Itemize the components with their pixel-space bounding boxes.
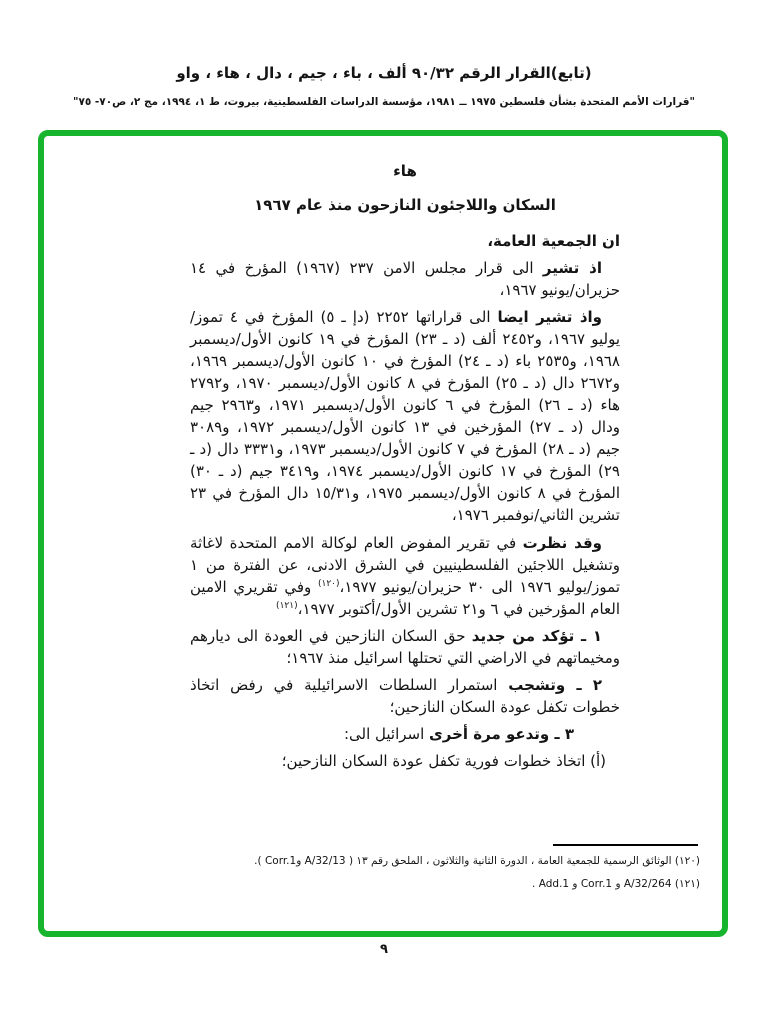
paragraph-lead: اذ تشير bbox=[542, 259, 602, 277]
paragraph-lead: واذ تشير ايضا bbox=[497, 308, 602, 326]
operative-paragraph-3 bbox=[190, 723, 620, 745]
footnote-ref-121: (١٢١) bbox=[276, 601, 298, 611]
paragraph-text: في تقرير المفوض العام لوكالة الامم المتحدة لاغاثة وتشغيل اللاجئين الفلسطينيين في الشرق الادنى، عن الفترة من ١ تموز/يوليو ١٩٧٦ الى ٣٠ حزيران/يونيو ١٩٧٧، bbox=[190, 534, 621, 596]
preambular-paragraph bbox=[190, 306, 620, 526]
item-text: اسرائيل الى: bbox=[343, 725, 430, 743]
item-number-and-lead: ٣ ـ وتدعو مرة أخرى bbox=[429, 725, 574, 743]
paragraph-lead: وقد نظرت bbox=[522, 534, 602, 552]
header-resolution-number: (تابع)القرار الرقم ٩٠/٣٢ ألف ، باء ، جيم ، دال ، هاء ، واو bbox=[176, 64, 592, 82]
item-text: استمرار السلطات الاسرائيلية في رفض اتخاذ خطوات تكفل عودة السكان النازحين؛ bbox=[190, 676, 620, 716]
paragraph-text: الى قرار مجلس الامن ٢٣٧ (١٩٦٧) المؤرخ في ١٤ حزيران/يونيو ١٩٦٧، bbox=[190, 259, 620, 299]
footnote-121: (١٢١) A/32/264 و Corr.1 و Add.1 . bbox=[532, 878, 700, 890]
header-source-citation: "قرارات الأمم المتحدة بشأن فلسطين ١٩٧٥ ــ ١٩٨١، مؤسسة الدراسات الفلسطينية، بيروت، ط ١، ١٩٩٤، مج ٢، ص٧٠- ٧٥" bbox=[72, 96, 696, 108]
preambular-paragraph bbox=[190, 532, 620, 620]
footnote-separator bbox=[553, 844, 698, 846]
resolution-body bbox=[190, 160, 620, 772]
paragraph-text: الى قراراتها ٢٢٥٢ (دإ ـ ٥) المؤرخ في ٤ تموز/يوليو ١٩٦٧، و٢٤٥٢ ألف (د ـ ٢٣) المؤرخ في ١٩ كانون الأول/ديسمبر ١٩٦٨، و٢٥٣٥ باء (د ـ ٢٤) المؤرخ في ١٠ كانون الأول/ديسمبر ١٩٦٩، و٢٦٧٢ دال (د ـ ٢٥) المؤرخ في ٨ كانون الأول/ديسمبر ١٩٧٠، و٢٧٩٢ هاء (د ـ ٢٦) المؤرخ في ٦ كانون الأول/ديسمبر ١٩٧١، و٢٩٦٣ جيم ودال (د ـ ٢٧) المؤرخين في ١٣ كانون الأول/ديسمبر ١٩٧٢، و٣٠٨٩ جيم (د ـ ٢٨) المؤرخ في ٧ كانون الأول/ديسمبر ١٩٧٣، و٣٣٣١ دال (د ـ ٢٩) المؤرخ في ١٧ كانون الأول/ديسمبر ١٩٧٤، و٣٤١٩ جيم (د ـ ٣٠) المؤرخ في ٨ كانون الأول/ديسمبر ١٩٧٥، و١٥/٣١ دال المؤرخ في ٢٣ تشرين الثاني/نوفمبر ١٩٧٦، bbox=[190, 308, 621, 524]
item-number-and-lead: ١ ـ تؤكد من جديد bbox=[471, 627, 602, 645]
operative-paragraph-2 bbox=[190, 674, 620, 718]
item-text: حق السكان النازحين في العودة الى ديارهم ومخيماتهم في الاراضي التي تحتلها اسرائيل منذ ١٩٦٧؛ bbox=[190, 627, 620, 667]
item-number-and-lead: ٢ ـ وتشجب bbox=[508, 676, 602, 694]
preamble-opening: ان الجمعية العامة، bbox=[487, 232, 620, 250]
preambular-paragraph bbox=[190, 257, 620, 301]
item-text: اتخاذ خطوات فورية تكفل عودة السكان النازحين؛ bbox=[281, 752, 586, 770]
footnote-ref-120: (١٢٠) bbox=[317, 579, 340, 589]
paragraph-text: وفي تقريري الامين العام المؤرخين في ٦ و٢١ تشرين الأول/أكتوبر ١٩٧٧، bbox=[190, 578, 620, 618]
section-letter: هاء bbox=[393, 162, 417, 180]
operative-subparagraph-a bbox=[190, 750, 620, 772]
page-number: ٩ bbox=[380, 942, 388, 957]
footnotes bbox=[100, 850, 700, 896]
operative-paragraph-1 bbox=[190, 625, 620, 669]
footnote-120: (١٢٠) الوثائق الرسمية للجمعية العامة ، الدورة الثانية والثلاثون ، الملحق رقم ١٣ ( A/32/13 وCorr.1 ). bbox=[254, 855, 700, 867]
resolution-title: السكان واللاجئون النازحون منذ عام ١٩٦٧ bbox=[254, 196, 556, 214]
item-number: (أ) bbox=[585, 752, 606, 770]
